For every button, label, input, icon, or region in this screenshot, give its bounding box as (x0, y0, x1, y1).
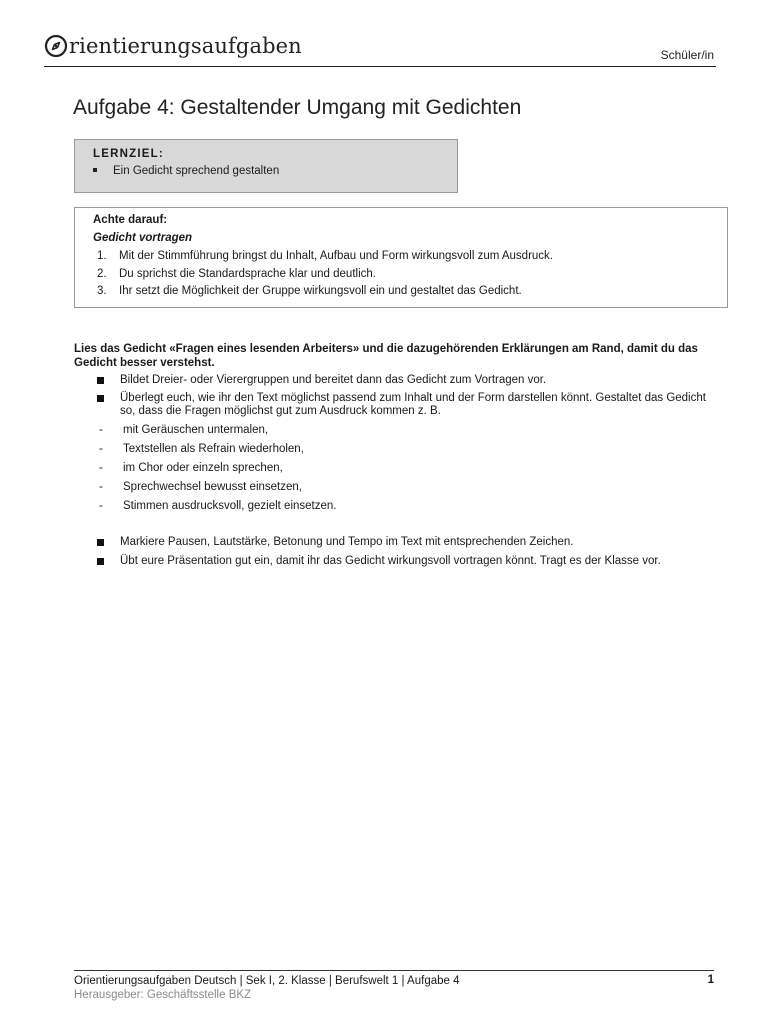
learning-goal-box (74, 139, 458, 193)
square-bullet-icon (97, 395, 104, 402)
page-footer (74, 970, 714, 1002)
hint-number: 1. (97, 250, 107, 262)
technique-text: mit Geräuschen untermalen, (123, 424, 269, 436)
hint-text: Ihr setzt die Möglichkeit der Gruppe wirkungsvoll ein und gestaltet das Gedicht. (119, 285, 522, 297)
hint-number: 3. (97, 285, 107, 297)
technique-item (97, 421, 717, 440)
task-text: Bildet Dreier- oder Vierergruppen und bereitet dann das Gedicht zum Vortragen vor. (120, 374, 547, 386)
hint-text: Du sprichst die Standardsprache klar und deutlich. (119, 267, 376, 280)
task-text: Übt eure Präsentation gut ein, damit ihr das Gedicht wirkungsvoll vortragen könnt. Tragt es der Klasse vor. (120, 555, 661, 567)
dash-bullet: - (99, 424, 103, 436)
footer-course-info: Orientierungsaufgaben Deutsch | Sek I, 2. Klasse | Berufswelt 1 | Aufgabe 4 (74, 975, 460, 987)
hint-item (97, 250, 553, 268)
technique-list (97, 421, 717, 516)
hints-heading: Achte darauf: (93, 214, 168, 226)
technique-item (97, 440, 717, 459)
technique-text: Textstellen als Refrain wiederholen, (123, 443, 304, 455)
compass-logo-icon (44, 34, 68, 58)
square-bullet-icon (97, 558, 104, 565)
hint-item (97, 268, 553, 286)
instructions-intro: Lies das Gedicht «Fragen eines lesenden Arbeiters» und die dazugehörenden Erklärungen am Rand, damit du das Gedicht besser verstehst. (74, 343, 698, 369)
learning-goal-heading: LERNZIEL: (93, 148, 164, 160)
technique-text: im Chor oder einzeln sprechen, (123, 462, 283, 474)
technique-item (97, 478, 717, 497)
task-item (97, 536, 717, 549)
dash-bullet: - (99, 443, 103, 455)
task-item (97, 374, 717, 387)
hint-number: 2. (97, 267, 107, 280)
audience-label: Schüler/in (660, 48, 714, 62)
dash-bullet: - (99, 500, 103, 512)
technique-item (97, 497, 717, 516)
dash-bullet: - (99, 462, 103, 474)
page-header (44, 30, 716, 67)
logo-text: rientierungsaufgaben (69, 34, 302, 58)
square-bullet-icon (97, 377, 104, 384)
hints-subheading: Gedicht vortragen (93, 232, 193, 244)
page-number: 1 (707, 974, 714, 986)
hints-box (74, 207, 728, 308)
task-item (97, 555, 717, 568)
hints-list (97, 250, 553, 303)
hint-item (97, 285, 553, 303)
square-bullet-icon (93, 168, 97, 172)
technique-text: Stimmen ausdrucksvoll, gezielt einsetzen. (123, 500, 337, 512)
square-bullet-icon (97, 539, 104, 546)
technique-item (97, 459, 717, 478)
technique-text: Sprechwechsel bewusst einsetzen, (123, 481, 302, 493)
logo (44, 34, 302, 58)
task-text: Markiere Pausen, Lautstärke, Betonung und Tempo im Text mit entsprechenden Zeichen. (120, 536, 574, 548)
task-item (97, 392, 717, 418)
learning-goal-text: Ein Gedicht sprechend gestalten (113, 165, 280, 177)
task-text: Überlegt euch, wie ihr den Text möglichst passend zum Inhalt und der Form darstellen könnt. Gestaltet das Gedicht so, dass die Fragen möglichst gut zum Ausdruck kommen z. B. (120, 392, 706, 417)
dash-bullet: - (99, 481, 103, 493)
task-list (97, 374, 717, 568)
learning-goal-item (93, 165, 279, 177)
page-title: Aufgabe 4: Gestaltender Umgang mit Gedichten (73, 96, 522, 119)
footer-publisher: Herausgeber: Geschäftsstelle BKZ (74, 989, 252, 1001)
hint-text: Mit der Stimmführung bringst du Inhalt, Aufbau und Form wirkungsvoll zum Ausdruck. (119, 250, 554, 262)
